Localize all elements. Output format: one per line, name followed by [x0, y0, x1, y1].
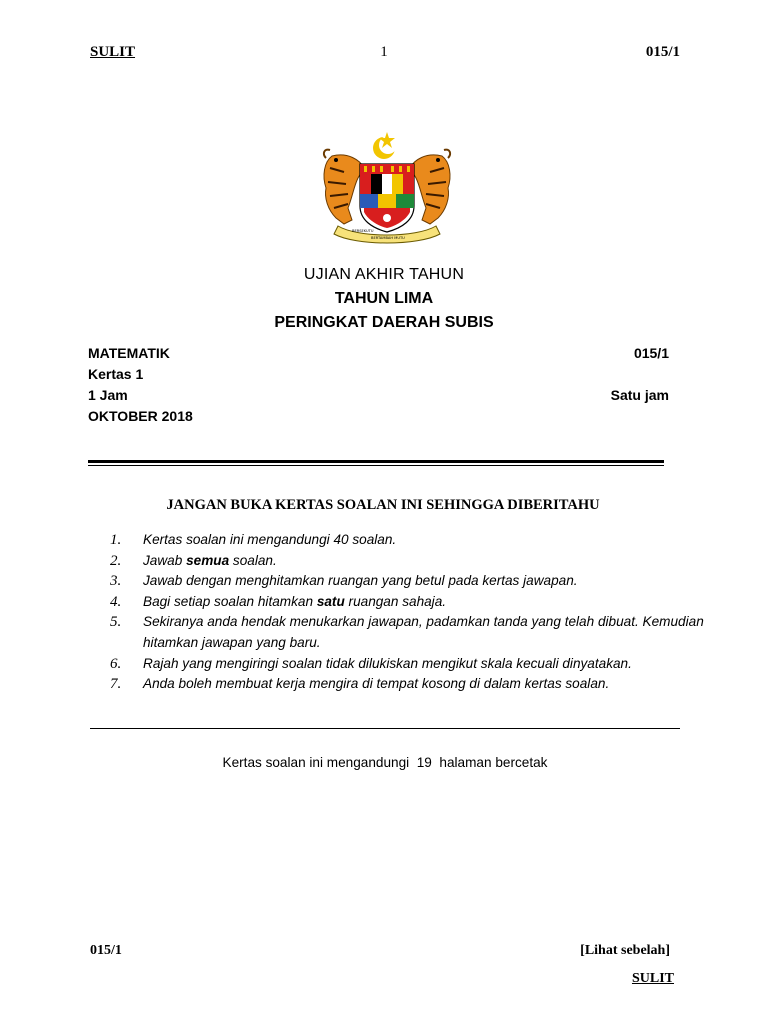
malaysia-coat-of-arms-icon [318, 128, 456, 252]
divider-line [90, 728, 680, 729]
motto-center: BERTAMBAH MUTU [371, 236, 405, 240]
instruction-item: 1. Kertas soalan ini mengandungi 40 soalan. [110, 532, 397, 548]
paper-label: Kertas 1 [88, 366, 144, 382]
instruction-item: 3. Jawab dengan menghitamkan ruangan yang betul pada kertas jawapan. [110, 573, 578, 590]
instruction-item: 2. Jawab semua soalan. [110, 552, 277, 569]
footer-see-next: [Lihat sebelah] [580, 943, 670, 958]
divider-thick [88, 460, 664, 463]
motto-left: BERSEKUTU [352, 229, 374, 233]
instruction-item: 6. Rajah yang mengiringi soalan tidak dilukiskan mengikut skala kecuali dinyatakan. [110, 655, 632, 672]
left-tiger-icon [324, 150, 364, 224]
exam-year-level: TAHUN LIMA [334, 290, 434, 307]
subject-code: 015/1 [633, 345, 669, 361]
right-tiger-icon [410, 150, 450, 224]
crescent-star-icon [373, 132, 397, 159]
instructions-list [110, 530, 710, 695]
divider-thin [88, 465, 664, 466]
instruction-item: 5. Sekiranya anda hendak menukarkan jawapan, padamkan tanda yang telah dibuat. Kemudian hitamkan jawapan yang baru. [110, 614, 704, 650]
exam-district: PERINGKAT DAERAH SUBIS [274, 314, 494, 331]
shield-icon [360, 164, 414, 232]
page-count-note: Kertas soalan ini mengandungi 19 halaman bercetak [222, 755, 548, 770]
instruction-item: 7. Anda boleh membuat kerja mengira di tempat kosong di dalam kertas soalan. [110, 676, 610, 693]
warning-heading: JANGAN BUKA KERTAS SOALAN INI SEHINGGA DIBERITAHU [166, 497, 600, 513]
exam-title: UJIAN AKHIR TAHUN [303, 266, 465, 283]
subject-label: MATEMATIK [88, 345, 170, 361]
page-number: 1 [380, 44, 388, 60]
duration-label: 1 Jam [88, 387, 128, 403]
exam-date: OKTOBER 2018 [88, 408, 193, 424]
instruction-item: 4. Bagi setiap soalan hitamkan satu ruangan sahaja. [110, 593, 447, 610]
duration-words: Satu jam [610, 387, 669, 403]
footer-classification: SULIT [631, 971, 674, 986]
header-classification: SULIT [90, 44, 136, 60]
footer-paper-code: 015/1 [90, 943, 122, 958]
header-paper-code: 015/1 [645, 44, 680, 60]
